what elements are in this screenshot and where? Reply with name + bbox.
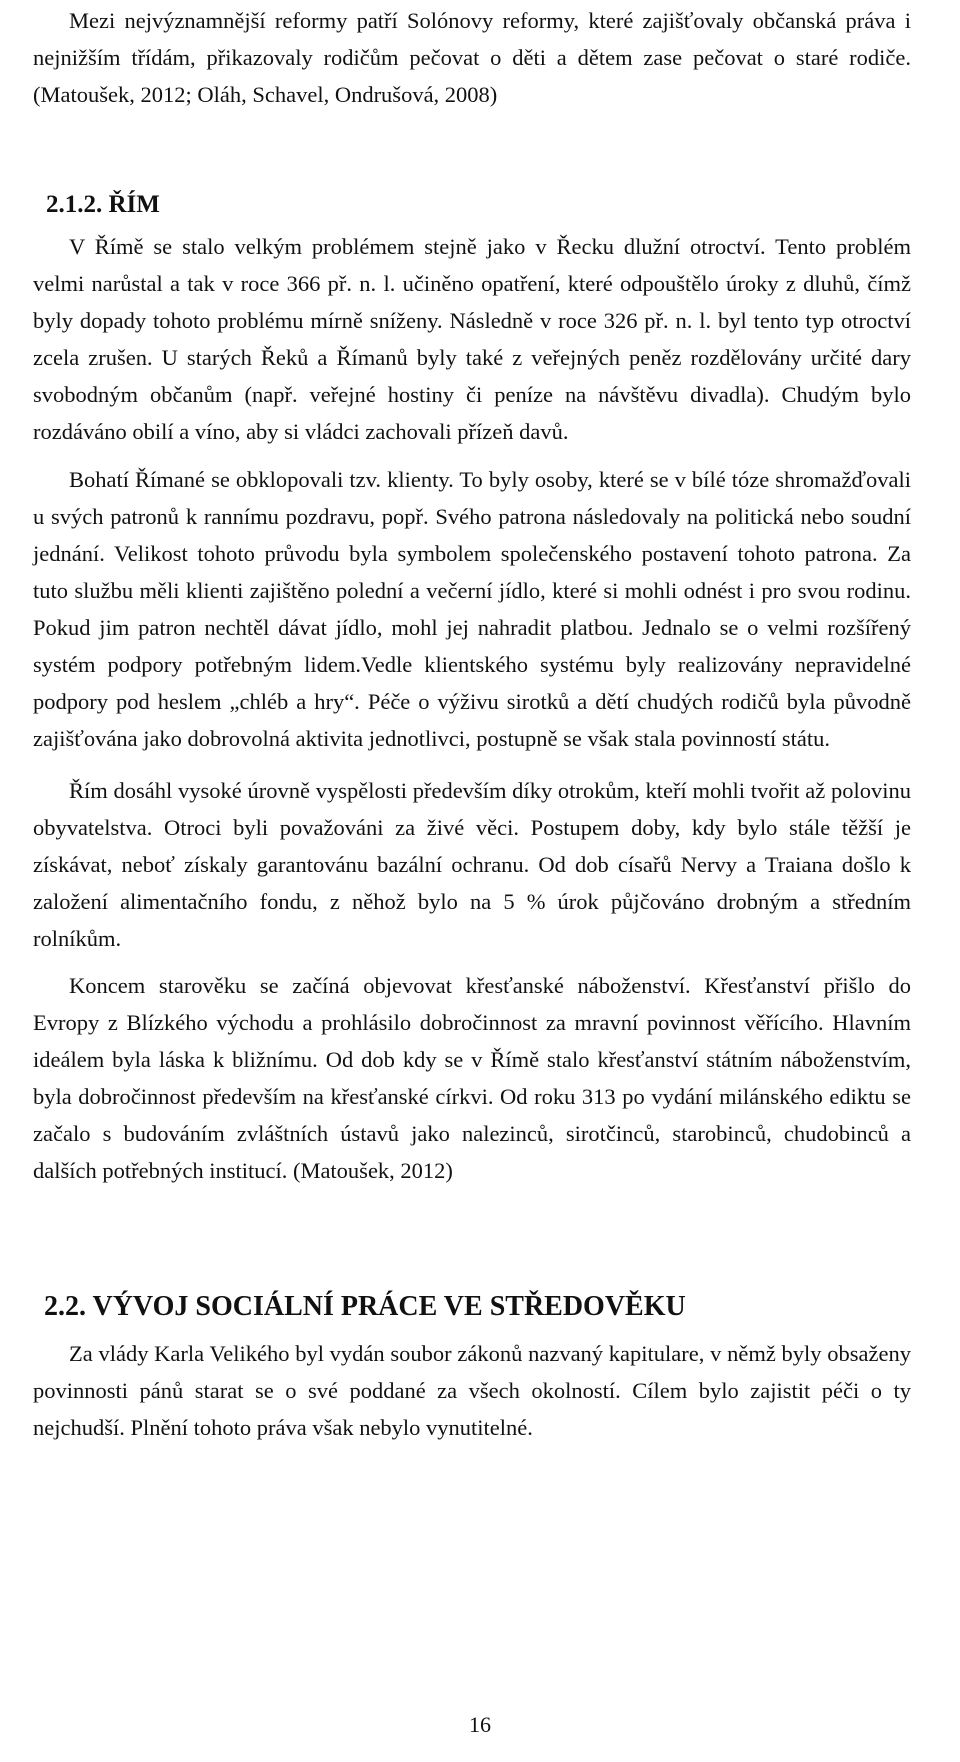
paragraph-clients: Bohatí Římané se obklopovali tzv. klienty. To byly osoby, které se v bílé tóze shromažďovali u svých patronů k rannímu pozdravu, popř. Svého patrona následovaly na politická nebo soudní jednání. Velikost tohoto průvodu byla symbolem společenského postavení tohoto patrona. Za tuto službu měli klienti zajištěno polední a večerní jídlo, které si mohli odnést i pro svou rodinu. Pokud jim patron nechtěl dávat jídlo, mohl jej nahradit platbou. Jednalo se o velmi rozšířený systém podpory potřebným lidem.Vedle klientského systému byly realizovány nepravidelné podpory pod heslem „chléb a hry“. Péče o výživu sirotků a dětí chudých rodičů byla původně zajišťována jako dobrovolná aktivita jednotlivci, postupně se však stala povinností státu. xyxy=(33,467,911,751)
document-page xyxy=(33,0,911,1446)
page-number: 16 xyxy=(469,1712,491,1737)
section-heading-middle-ages: 2.2. VÝVOJ SOCIÁLNÍ PRÁCE VE STŘEDOVĚKU xyxy=(44,1291,686,1322)
paragraph-debt-slavery: V Římě se stalo velkým problémem stejně jako v Řecku dlužní otroctví. Tento problém velmi narůstal a tak v roce 366 př. n. l. učiněno opatření, které odpouštělo úroky z dluhů, čímž byly dopady tohoto problému mírně sníženy. Následně v roce 326 př. n. l. byl tento typ otroctví zcela zrušen. U starých Řeků a Římanů byly také z veřejných peněz rozdělovány určité dary svobodným občanům (např. veřejné hostiny či peníze na návštěvu divadla). Chudým bylo rozdáváno obilí a víno, aby si vládci zachovali přízeň davů. xyxy=(33,234,911,444)
paragraph-charlemagne: Za vlády Karla Velikého byl vydán soubor zákonů nazvaný kapitulare, v němž byly obsaženy povinnosti pánů starat se o své poddané za všech okolností. Cílem bylo zajistit péči o ty nejchudší. Plnění tohoto práva však nebylo vynutitelné. xyxy=(33,1341,911,1440)
paragraph-slaves: Řím dosáhl vysoké úrovně vyspělosti především díky otrokům, kteří mohli tvořit až polovinu obyvatelstva. Otroci byli považováni za živé věci. Postupem doby, kdy bylo stále těžší je získávat, neboť získaly garantovánu bazální ochranu. Od dob císařů Nervy a Traiana došlo k založení alimentačního fondu, z něhož bylo na 5 % úrok půjčováno drobným a středním rolníkům. xyxy=(33,778,911,951)
paragraph-christianity: Koncem starověku se začíná objevovat křesťanské náboženství. Křesťanství přišlo do Evropy z Blízkého východu a prohlásilo dobročinnost za mravní povinnost věřícího. Hlavním ideálem byla láska k bližnímu. Od dob kdy se v Římě stalo křesťanství státním náboženstvím, byla dobročinnost především na křesťanské církvi. Od roku 313 po vydání milánského ediktu se začalo s budováním zvláštních ústavů jako nalezinců, sirotčinců, starobinců, chudobinců a dalších potřebných institucí. (Matoušek, 2012) xyxy=(33,973,911,1183)
section-heading-rim: 2.1.2. ŘÍM xyxy=(46,191,160,218)
paragraph-solon-reforms: Mezi nejvýznamnější reformy patří Solónovy reformy, které zajišťovaly občanská práva i nejnižším třídám, přikazovaly rodičům pečovat o děti a dětem zase pečovat o staré rodiče. (Matoušek, 2012; Oláh, Schavel, Ondrušová, 2008) xyxy=(33,8,911,107)
